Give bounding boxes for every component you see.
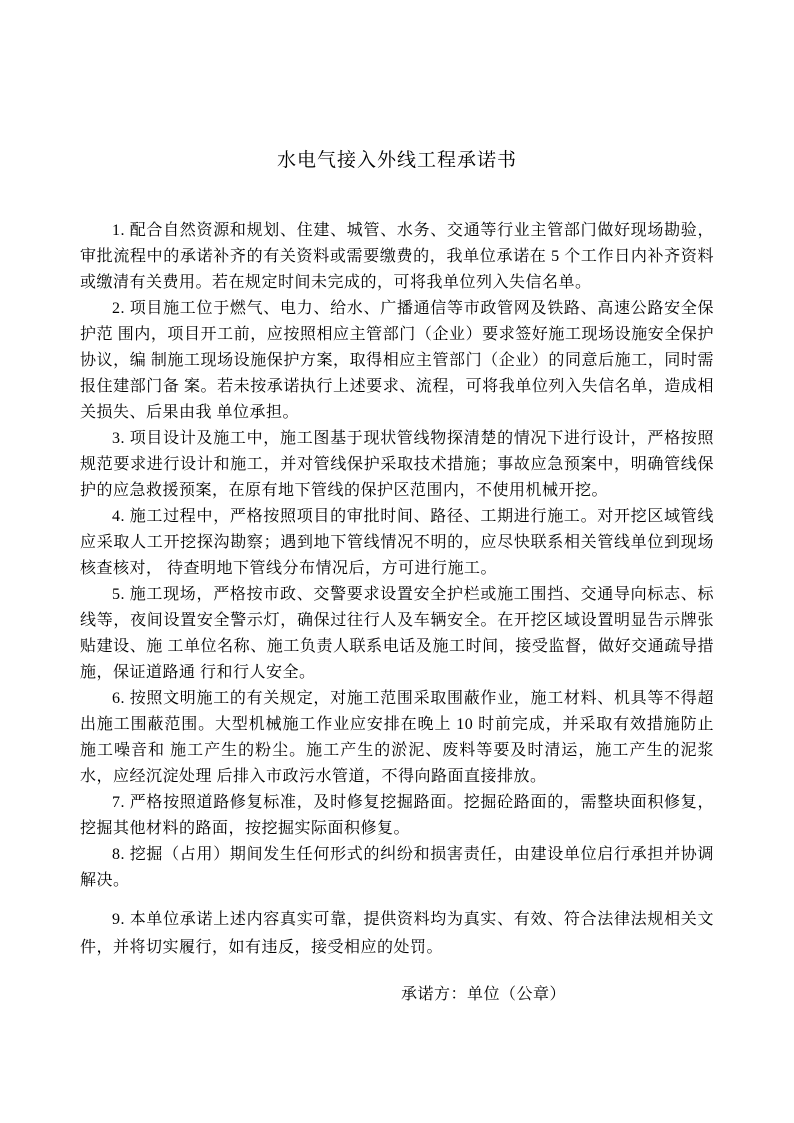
paragraph-7: 7. 严格按照道路修复标准，及时修复挖掘路面。挖掘砼路面的，需整块面积修复，挖掘其他材料的路面，按挖掘实际面积修复。 bbox=[80, 794, 714, 837]
paragraph-6: 6. 按照文明施工的有关规定，对施工范围采取围蔽作业，施工材料、机具等不得超出施工围蔽范围。大型机械施工作业应安排在晚上 10 时前完成，并采取有效措施防止施工噪音和 施工产生的粉尘。施工产生的淤泥、废料等要及时清运，施工产生的泥浆水，应经沉淀处理 后排入市政污水管道，不得向路面直接排放。 bbox=[80, 690, 714, 785]
paragraph-8: 8. 挖掘（占用）期间发生任何形式的纠纷和损害责任，由建设单位启行承担并协调解决。 bbox=[80, 846, 714, 889]
document-title: 水电气接入外线工程承诺书 bbox=[276, 150, 517, 171]
signature-line: 承诺方：单位（公章） bbox=[400, 986, 566, 1003]
paragraph-1: 1. 配合自然资源和规划、住建、城管、水务、交通等行业主管部门做好现场勘验，审批流程中的承诺补齐的有关资料或需要缴费的，我单位承诺在 5 个工作日内补齐资料或缴清有关费用。若在规定时间未完成的，可将我单位列入失信名单。 bbox=[80, 222, 714, 291]
paragraph-3: 3. 项目设计及施工中，施工图基于现状管线物探清楚的情况下进行设计，严格按照规范要求进行设计和施工，并对管线保护采取技术措施；事故应急预案中，明确管线保护的应急救援预案，在原有地下管线的保护区范围内，不使用机械开挖。 bbox=[80, 430, 714, 499]
paragraph-9: 9. 本单位承诺上述内容真实可靠，提供资料均为真实、有效、符合法律法规相关文件，并将切实履行，如有违反，接受相应的处罚。 bbox=[80, 911, 714, 956]
paragraph-4: 4. 施工过程中，严格按照项目的审批时间、路径、工期进行施工。对开挖区域管线应采取人工开挖探沟勘察；遇到地下管线情况不明的，应尽快联系相关管线单位到现场核查核对， 待查明地下管线分布情况后，方可进行施工。 bbox=[80, 508, 714, 577]
paragraph-2: 2. 项目施工位于燃气、电力、给水、广播通信等市政管网及铁路、高速公路安全保护范 围内，项目开工前，应按照相应主管部门（企业）要求签好施工现场设施安全保护协议，编 制施工现场设施保护方案，取得相应主管部门（企业）的同意后施工，同时需报住建部门备 案。若未按承诺执行上述要求、流程，可将我单位列入失信名单，造成相关损失、后果由我 单位承担。 bbox=[80, 300, 714, 421]
paragraph-5: 5. 施工现场，严格按市政、交警要求设置安全护栏或施工围挡、交通导向标志、标线等，夜间设置安全警示灯，确保过往行人及车辆安全。在开挖区域设置明显告示牌张贴建设、施 工单位名称、施工负责人联系电话及施工时间，接受监督，做好交通疏导措施，保证道路通 行和行人安全。 bbox=[80, 586, 714, 681]
